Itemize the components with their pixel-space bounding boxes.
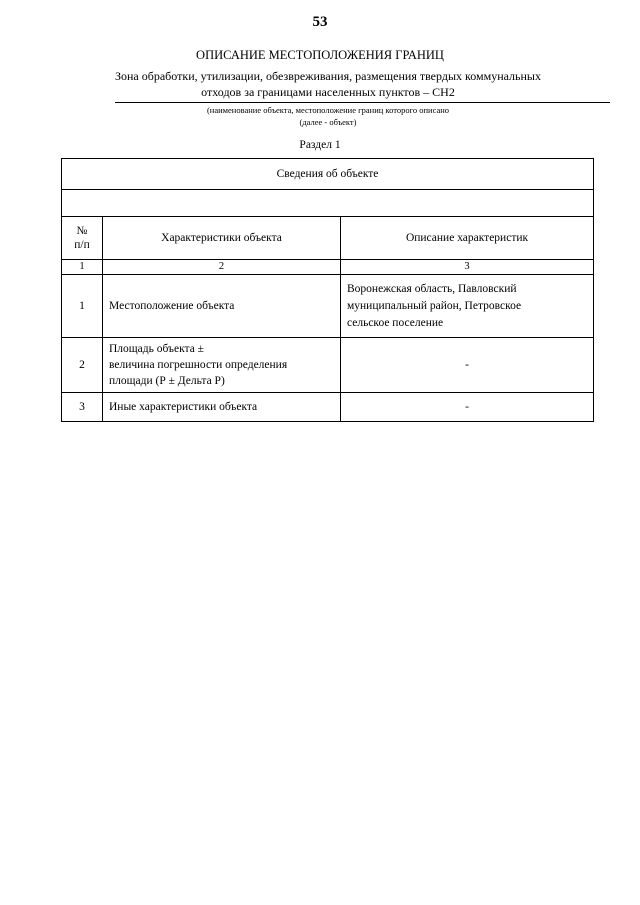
object-caption <box>60 104 596 128</box>
row-characteristic <box>103 338 341 393</box>
header-characteristic: Характеристики объекта <box>103 217 341 260</box>
row-characteristic <box>103 275 341 338</box>
row-number: 1 <box>62 275 103 338</box>
object-name-line-2: отходов за границами населенных пунктов – СН2 <box>201 85 455 99</box>
table-title: Сведения об объекте <box>62 159 594 190</box>
characteristic-line: площади (Р ± Дельта Р) <box>109 375 225 387</box>
table-title-row <box>62 159 594 190</box>
table-blank-cell <box>62 190 594 217</box>
table-header-row <box>62 217 594 260</box>
table-row <box>62 393 594 422</box>
characteristic-line: величина погрешности определения <box>109 359 288 371</box>
header-num-line-2: п/п <box>74 239 90 251</box>
characteristic-line: Местоположение объекта <box>109 300 235 312</box>
table-row <box>62 338 594 393</box>
table-row <box>62 275 594 338</box>
characteristic-line: Иные характеристики объекта <box>109 401 258 413</box>
column-number: 1 <box>62 260 103 275</box>
description-line: сельское поселение <box>347 316 444 329</box>
table-blank-row <box>62 190 594 217</box>
row-number: 3 <box>62 393 103 422</box>
row-description <box>341 393 594 422</box>
header-num <box>62 217 103 260</box>
object-caption-line-1: (наименование объекта, местоположение границ которого описано <box>206 105 450 115</box>
column-number-row <box>62 260 594 275</box>
column-number: 2 <box>103 260 341 275</box>
characteristic-line: Площадь объекта ± <box>109 343 204 355</box>
row-description <box>341 338 594 393</box>
row-number: 2 <box>62 338 103 393</box>
column-number: 3 <box>341 260 594 275</box>
object-info-table <box>61 158 594 422</box>
header-num-line-1: № <box>76 225 88 237</box>
row-description <box>341 275 594 338</box>
object-name-line-1: Зона обработки, утилизации, обезвреживания, размещения твердых коммунальных <box>114 69 541 83</box>
object-caption-line-2: (далее - объект) <box>299 117 357 127</box>
document-title: ОПИСАНИЕ МЕСТОПОЛОЖЕНИЯ ГРАНИЦ <box>196 48 444 62</box>
object-name <box>60 68 596 100</box>
object-name-underline <box>115 102 610 103</box>
description-line: - <box>465 359 469 371</box>
description-line: муниципальный район, Петровское <box>347 299 522 312</box>
section-label: Раздел 1 <box>299 139 341 151</box>
description-line: - <box>465 401 469 413</box>
row-characteristic <box>103 393 341 422</box>
page-number: 53 <box>312 14 328 30</box>
description-line: Воронежская область, Павловский <box>347 282 517 295</box>
header-description: Описание характеристик <box>341 217 594 260</box>
